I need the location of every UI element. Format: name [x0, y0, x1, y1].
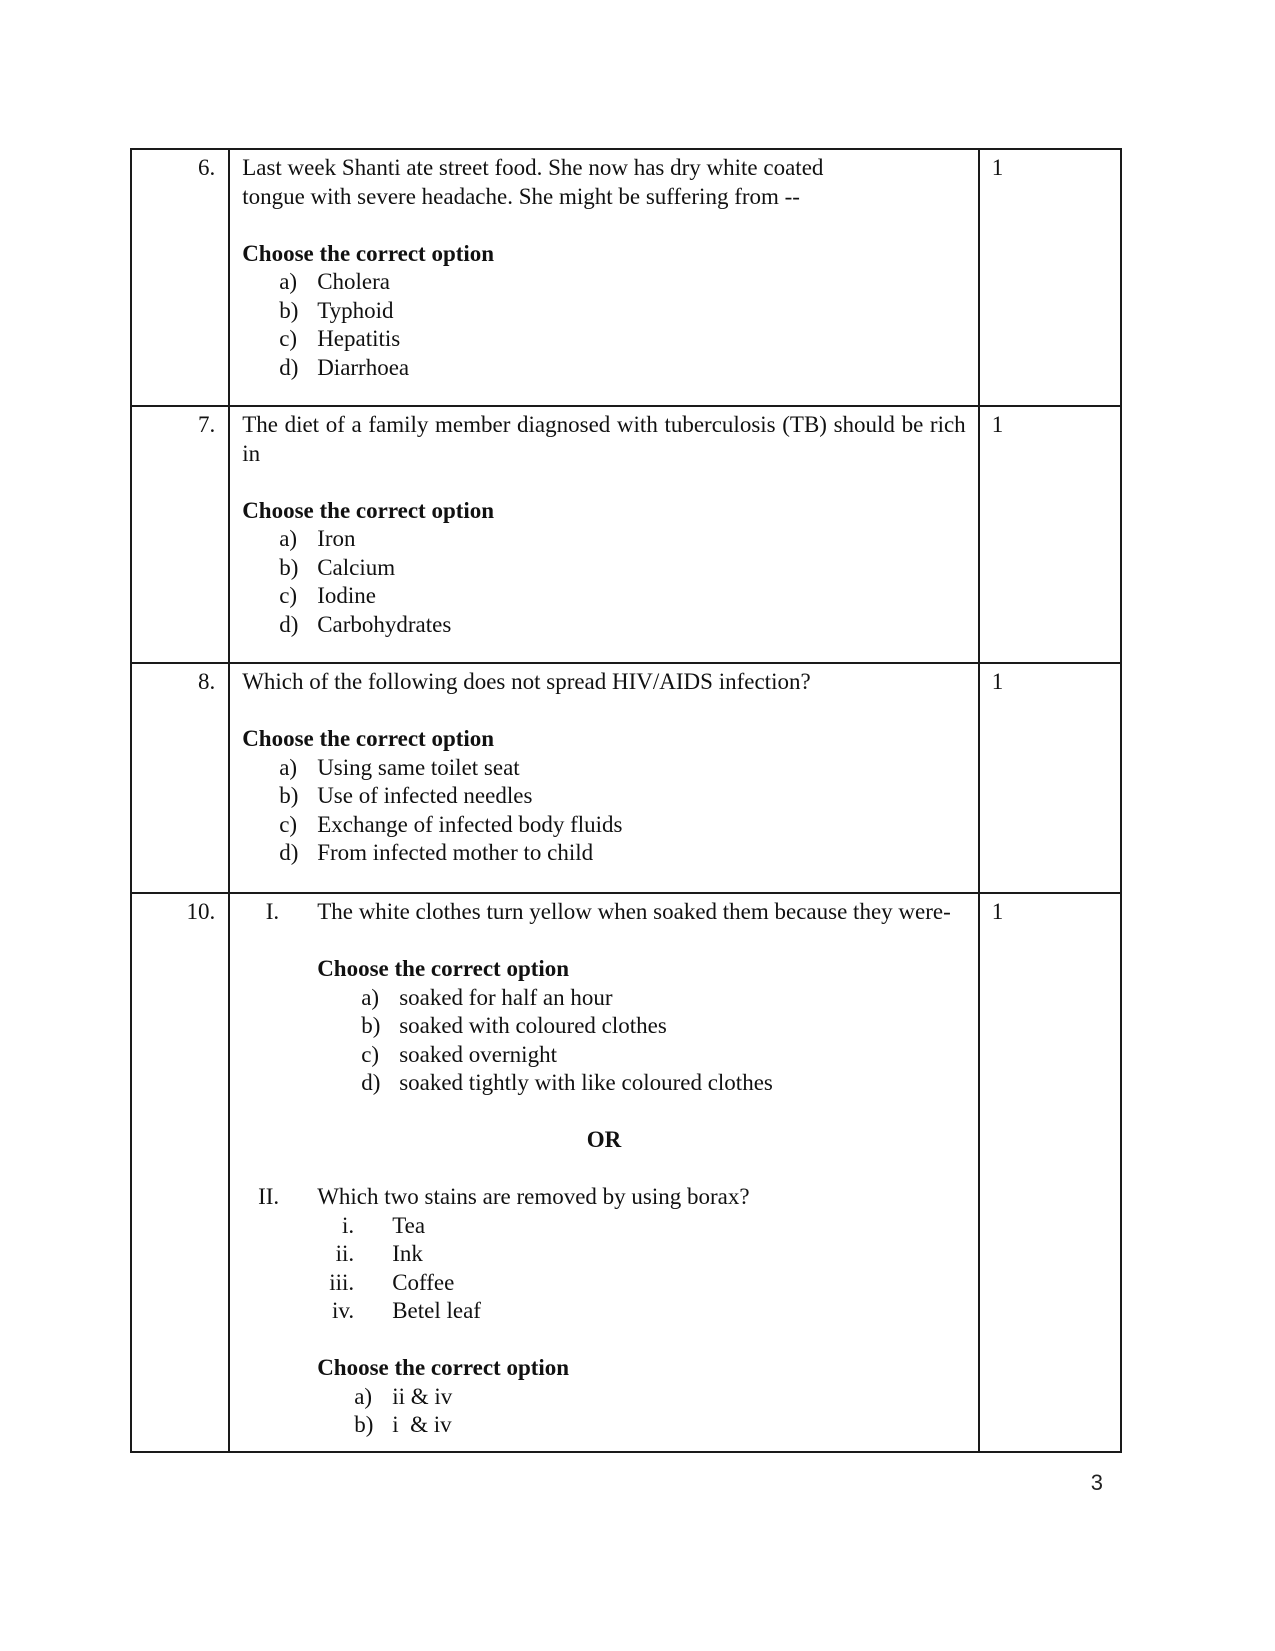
option-c: c) Hepatitis	[279, 326, 401, 351]
stain-item: iv. Betel leaf	[332, 1298, 481, 1323]
option-b: b) Use of infected needles	[279, 783, 533, 808]
option-d: d) Carbohydrates	[279, 611, 452, 637]
option-d: d) Diarrhoea	[279, 354, 410, 380]
question-row	[131, 663, 1121, 893]
stain-item: iii. Coffee	[329, 1269, 455, 1295]
instruction-text: Choose the correct option	[242, 497, 495, 523]
option-b: b) Typhoid	[279, 297, 394, 323]
question-number: 8.	[131, 663, 229, 893]
question-stem: The diet of a family member diagnosed with tuberculosis (TB) should be rich in	[242, 412, 966, 466]
marks-cell: 1	[979, 893, 1121, 1452]
instruction-text: Choose the correct option	[317, 956, 570, 981]
option-a: a) Using same toilet seat	[279, 754, 520, 780]
option-a: a) Cholera	[279, 269, 390, 294]
option-c: c) Iodine	[279, 583, 376, 608]
question-number: 7.	[131, 406, 229, 663]
question-table	[130, 148, 1122, 1453]
option-a: a) Iron	[279, 526, 356, 551]
question-number: 10.	[131, 893, 229, 1452]
part-one	[242, 898, 966, 1098]
part-one-numeral: I.	[265, 899, 280, 924]
question-number: 6.	[131, 149, 229, 406]
question-body	[229, 663, 979, 893]
instruction-text: Choose the correct option	[317, 1355, 570, 1380]
instruction-text: Choose the correct option	[242, 240, 495, 266]
stain-item: i. Tea	[342, 1212, 426, 1238]
question-row	[131, 406, 1121, 663]
question-body	[229, 893, 979, 1452]
marks-cell: 1	[979, 149, 1121, 406]
option-b: b) i & iv	[354, 1412, 452, 1437]
option-a: a) ii & iv	[354, 1383, 453, 1409]
question-stem: Last week Shanti ate street food. She now has dry white coated tongue with severe headache. She might be suffering from --	[242, 155, 824, 209]
question-row	[131, 149, 1121, 406]
option-a: a) soaked for half an hour	[361, 984, 613, 1010]
option-c: c) soaked overnight	[361, 1041, 557, 1067]
option-b: b) soaked with coloured clothes	[361, 1013, 667, 1038]
option-d: d) From infected mother to child	[279, 840, 594, 865]
question-row	[131, 893, 1121, 1452]
option-d: d) soaked tightly with like coloured clothes	[361, 1070, 773, 1095]
question-body	[229, 406, 979, 663]
question-body	[229, 149, 979, 406]
question-stem: Which of the following does not spread HIV/AIDS infection?	[242, 669, 811, 694]
instruction-text: Choose the correct option	[242, 726, 495, 751]
option-b: b) Calcium	[279, 554, 396, 580]
question-stem: The white clothes turn yellow when soaked them because they were-	[317, 899, 951, 924]
or-separator: OR	[586, 1127, 622, 1152]
page-number: 3	[1090, 1470, 1103, 1495]
option-c: c) Exchange of infected body fluids	[279, 811, 623, 837]
marks-cell: 1	[979, 406, 1121, 663]
part-two-numeral: II.	[258, 1184, 280, 1209]
question-stem: Which two stains are removed by using borax?	[317, 1184, 750, 1209]
marks-cell: 1	[979, 663, 1121, 893]
part-two	[242, 1183, 966, 1440]
stain-item: ii. Ink	[335, 1241, 423, 1266]
